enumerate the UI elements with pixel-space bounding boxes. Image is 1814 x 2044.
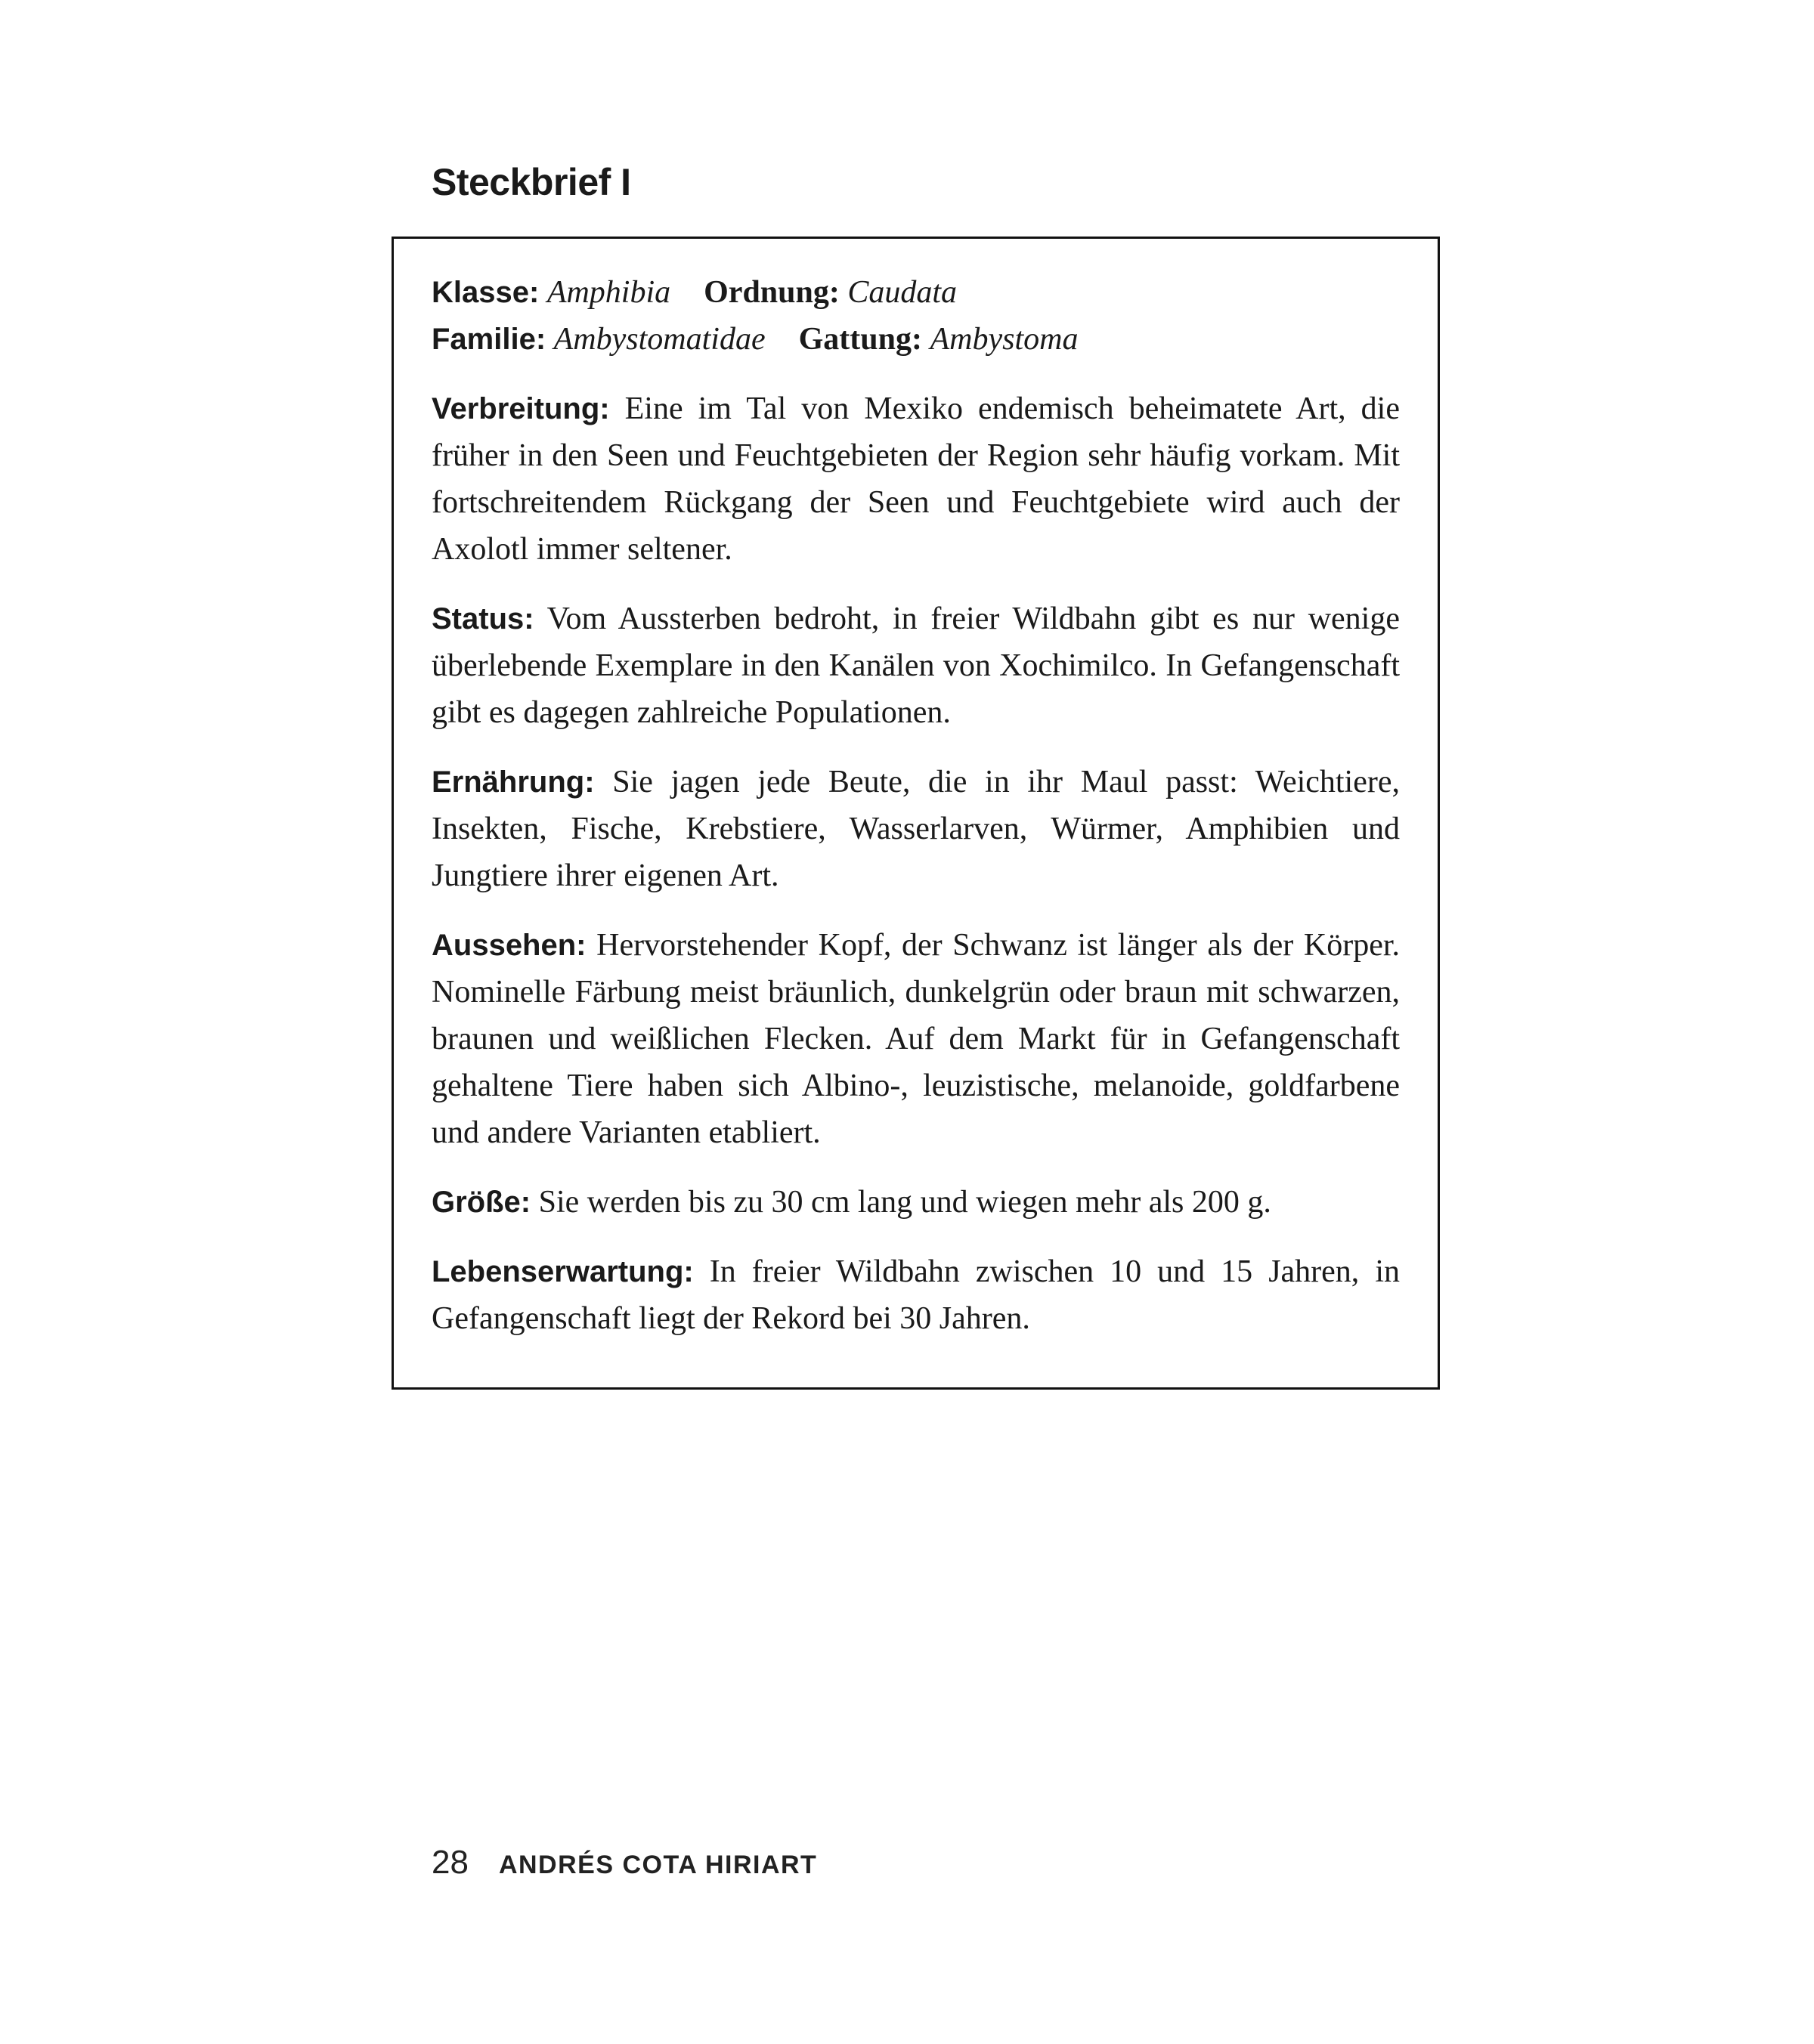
- section-label: Status:: [432, 602, 534, 635]
- taxonomy-line-1: [432, 269, 1400, 316]
- author-name: ANDRÉS COTA HIRIART: [498, 1851, 818, 1879]
- familie-label: Familie:: [432, 323, 546, 356]
- section-text: Sie jagen jede Beute, die in ihr Maul passt: Weichtiere, Insekten, Fische, Krebstiere, Wasserlarven, Würmer, Amphibien und Jungtiere ihrer eigenen Art.: [432, 765, 1400, 893]
- section-text: Vom Aussterben bedroht, in freier Wildbahn gibt es nur wenige überlebende Exemplare in den Kanälen von Xochimilco. In Gefangenschaft gibt es dagegen zahlreiche Populationen.: [432, 601, 1400, 730]
- page-title: Steckbrief I: [432, 161, 631, 203]
- klasse-value: Amphibia: [546, 275, 671, 310]
- gattung-label: Gattung:: [798, 322, 922, 357]
- gattung-value: Ambystoma: [930, 322, 1079, 357]
- section-text: Eine im Tal von Mexiko endemisch beheimatete Art, die früher in den Seen und Feuchtgebieten der Region sehr häufig vorkam. Mit fortschreitendem Rückgang der Seen und Feuchtgebiete wird auch der Axolotl immer seltener.: [432, 391, 1400, 567]
- section-aussehen: [432, 922, 1400, 1156]
- page-footer: [432, 1844, 817, 1882]
- section-verbreitung: [432, 385, 1400, 573]
- section-lebenserwartung: [432, 1248, 1400, 1342]
- section-label: Größe:: [432, 1186, 531, 1219]
- section-text: Sie werden bis zu 30 cm lang und wiegen mehr als 200 g.: [538, 1185, 1271, 1220]
- section-label: Verbreitung:: [432, 392, 610, 425]
- section-label: Ernährung:: [432, 765, 595, 799]
- klasse-label: Klasse:: [432, 276, 540, 309]
- section-status: [432, 595, 1400, 736]
- section-label: Lebenserwartung:: [432, 1255, 694, 1288]
- section-groesse: [432, 1179, 1400, 1226]
- section-text: Hervorstehender Kopf, der Schwanz ist länger als der Körper. Nominelle Färbung meist bräunlich, dunkelgrün oder braun mit schwarzen, braunen und weißlichen Flecken. Auf dem Markt für in Gefangenschaft gehaltene Tiere haben sich Albino-, leuzistische, melanoide, goldfarbene und andere Varianten etabliert.: [432, 928, 1401, 1150]
- ordnung-label: Ordnung:: [704, 275, 840, 310]
- section-ernaehrung: [432, 759, 1400, 899]
- section-text: In freier Wildbahn zwischen 10 und 15 Jahren, in Gefangenschaft liegt der Rekord bei 30 Jahren.: [432, 1254, 1400, 1336]
- fact-box: [392, 237, 1440, 1390]
- page-number: 28: [432, 1844, 469, 1881]
- familie-value: Ambystomatidae: [553, 322, 766, 357]
- section-label: Aussehen:: [432, 929, 587, 962]
- ordnung-value: Caudata: [847, 275, 958, 310]
- taxonomy-line-2: [432, 316, 1400, 363]
